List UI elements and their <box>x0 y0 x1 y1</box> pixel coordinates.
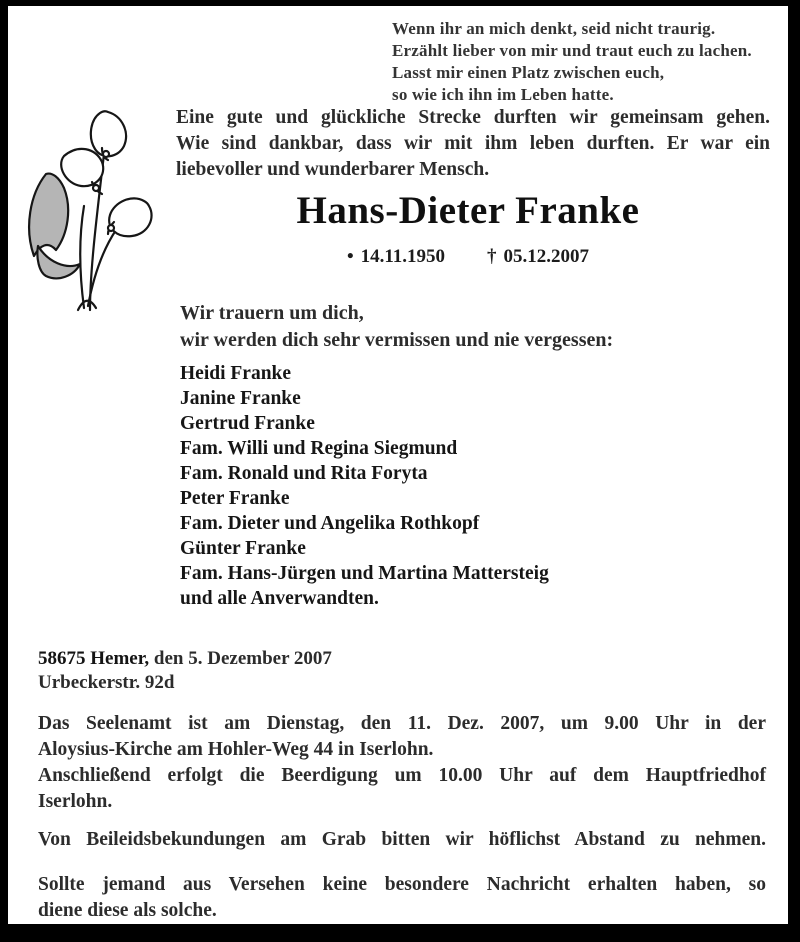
mourner-name: Günter Franke <box>180 538 306 559</box>
closing-line: Sollte jemand aus Versehen keine besondere Nachricht erhalten haben, so <box>38 874 766 895</box>
mourner-name: Fam. Hans-Jürgen und Martina Mattersteig <box>180 563 549 584</box>
mourning-line: wir werden dich sehr vermissen und nie vergessen: <box>180 329 614 351</box>
intro-paragraph <box>176 105 770 183</box>
service-line: Aloysius-Kirche am Hohler-Weg 44 in Iserlohn. <box>38 739 434 760</box>
service-line: Das Seelenamt ist am Dienstag, den 11. Dez. 2007, um 9.00 Uhr in der <box>38 713 766 734</box>
deceased-name-block <box>138 187 798 235</box>
mourner-name: Janine Franke <box>180 388 301 409</box>
service-line: Anschließend erfolgt die Beerdigung um 10.00 Uhr auf dem Hauptfriedhof <box>38 765 766 786</box>
deceased-name: Hans-Dieter Franke <box>296 189 640 232</box>
condolence-note: Von Beileidsbekundungen am Grab bitten wir höflichst Abstand zu nehmen. <box>38 829 766 850</box>
mourner-name: und alle Anverwandten. <box>180 588 379 609</box>
mourners-list <box>180 361 740 611</box>
poem-line: Lasst mir einen Platz zwischen euch, <box>392 63 665 82</box>
closing-line: diene diese als solche. <box>38 900 217 921</box>
dateline-place: 58675 Hemer, <box>38 648 150 669</box>
dateline-row <box>38 647 558 671</box>
birth-symbol-icon: • <box>346 246 354 267</box>
birth-date-value: 14.11.1950 <box>360 246 446 267</box>
mourner-name: Peter Franke <box>180 488 290 509</box>
mourning-statement <box>180 300 740 354</box>
service-line: Iserlohn. <box>38 791 113 812</box>
mourner-name: Fam. Ronald und Rita Foryta <box>180 463 428 484</box>
obituary-page <box>8 6 788 924</box>
dateline-street: Urbeckerstr. 92d <box>38 672 175 693</box>
poem-line: Erzählt lieber von mir und traut euch zu lachen. <box>392 41 752 60</box>
death-date-value: 05.12.2007 <box>503 246 590 267</box>
intro-line: liebevoller und wunderbarer Mensch. <box>176 159 490 180</box>
birth-date <box>347 246 445 268</box>
opening-poem <box>392 18 772 106</box>
service-details <box>38 711 766 815</box>
closing-notice <box>38 872 766 924</box>
mourner-name: Gertrud Franke <box>180 413 315 434</box>
intro-line: Eine gute und glückliche Strecke durften wir gemeinsam gehen. <box>176 107 770 128</box>
mourner-name: Fam. Dieter und Angelika Rothkopf <box>180 513 480 534</box>
poem-line: so wie ich ihn im Leben hatte. <box>392 85 614 104</box>
death-date <box>487 246 589 268</box>
poem-line: Wenn ihr an mich denkt, seid nicht traurig. <box>392 19 716 38</box>
dateline-date: den 5. Dezember 2007 <box>149 648 332 669</box>
dateline <box>38 647 558 695</box>
mourning-line: Wir trauern um dich, <box>180 302 364 324</box>
dagger-icon: † <box>487 246 497 267</box>
intro-line: Wie sind dankbar, dass wir mit ihm leben durften. Er war ein <box>176 133 770 154</box>
mourner-name: Fam. Willi und Regina Siegmund <box>180 438 458 459</box>
mourner-name: Heidi Franke <box>180 363 292 384</box>
life-dates <box>138 246 798 268</box>
